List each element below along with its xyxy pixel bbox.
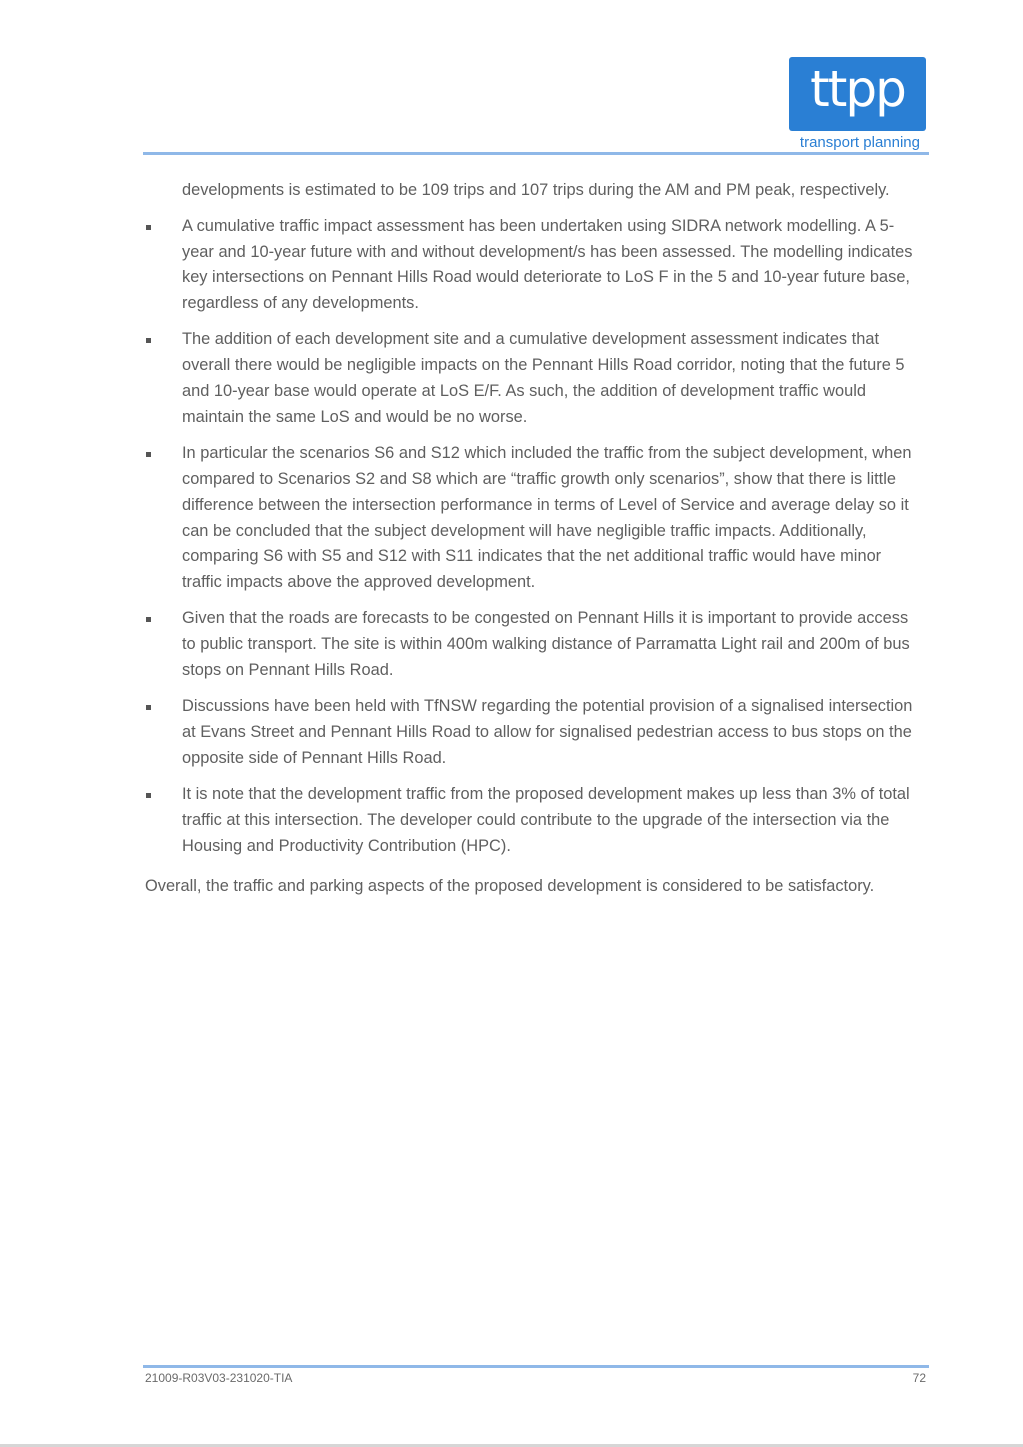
bullet-icon — [146, 225, 151, 230]
bullet-icon — [146, 793, 151, 798]
company-logo — [789, 57, 926, 151]
list-item — [145, 441, 925, 596]
list-item — [145, 214, 925, 317]
list-item — [145, 782, 925, 859]
continuation-paragraph: developments is estimated to be 109 trips and 107 trips during the AM and PM peak, respectively. — [182, 181, 890, 199]
list-item-text: It is note that the development traffic from the proposed development makes up less than 3% of total traffic at this intersection. The developer could contribute to the upgrade of the intersection via the Housing and Productivity Contribution (HPC). — [182, 785, 910, 855]
page-number: 72 — [912, 1371, 926, 1385]
list-item — [145, 606, 925, 683]
list-item-text: The addition of each development site and a cumulative development assessment indicates that overall there would be negligible impacts on the Pennant Hills Road corridor, noting that the future 5 and 10-year base would operate at LoS E/F. As such, the addition of development traffic would maintain the same LoS and would be no worse. — [182, 330, 905, 426]
list-item-text: Given that the roads are forecasts to be congested on Pennant Hills it is important to provide access to public transport. The site is within 400m walking distance of Parramatta Light rail and 200m of bus stops on Pennant Hills Road. — [182, 609, 910, 680]
document-reference: 21009-R03V03-231020-TIA — [145, 1371, 293, 1385]
conclusion-paragraph: Overall, the traffic and parking aspects of the proposed development is considered to be satisfactory. — [145, 876, 875, 895]
list-item-text: A cumulative traffic impact assessment has been undertaken using SIDRA network modelling. A 5-year and 10-year future with and without development/s has been assessed. The modelling indicates key intersections on Pennant Hills Road would deteriorate to LoS F in the 5 and 10-year future base, regardless of any developments. — [182, 216, 913, 313]
list-item-text: In particular the scenarios S6 and S12 which included the traffic from the subject development, when compared to Scenarios S2 and S8 which are “traffic growth only scenarios”, show that there is little difference between the intersection performance in terms of Level of Service and average delay so it can be concluded that the subject development will have negligible traffic impacts. Additionally, comparing S6 with S5 and S12 with S11 indicates that the net additional traffic would have minor traffic impacts above the approved development. — [182, 444, 912, 592]
bullet-icon — [146, 617, 151, 622]
page-footer — [145, 1371, 926, 1385]
bullet-icon — [146, 338, 151, 343]
page-body — [145, 178, 925, 899]
bullet-icon — [146, 705, 151, 710]
logo-tagline: transport planning — [799, 134, 920, 151]
findings-list — [145, 214, 925, 860]
bullet-icon — [146, 452, 151, 457]
list-item — [145, 327, 925, 430]
logo-wordmark: ttpp — [789, 57, 926, 131]
header-rule — [143, 152, 929, 155]
list-item — [145, 694, 925, 771]
list-item-text: Discussions have been held with TfNSW regarding the potential provision of a signalised intersection at Evans Street and Pennant Hills Road to allow for signalised pedestrian access to bus stops on the opposite side of Pennant Hills Road. — [182, 697, 913, 767]
footer-rule — [143, 1365, 929, 1368]
